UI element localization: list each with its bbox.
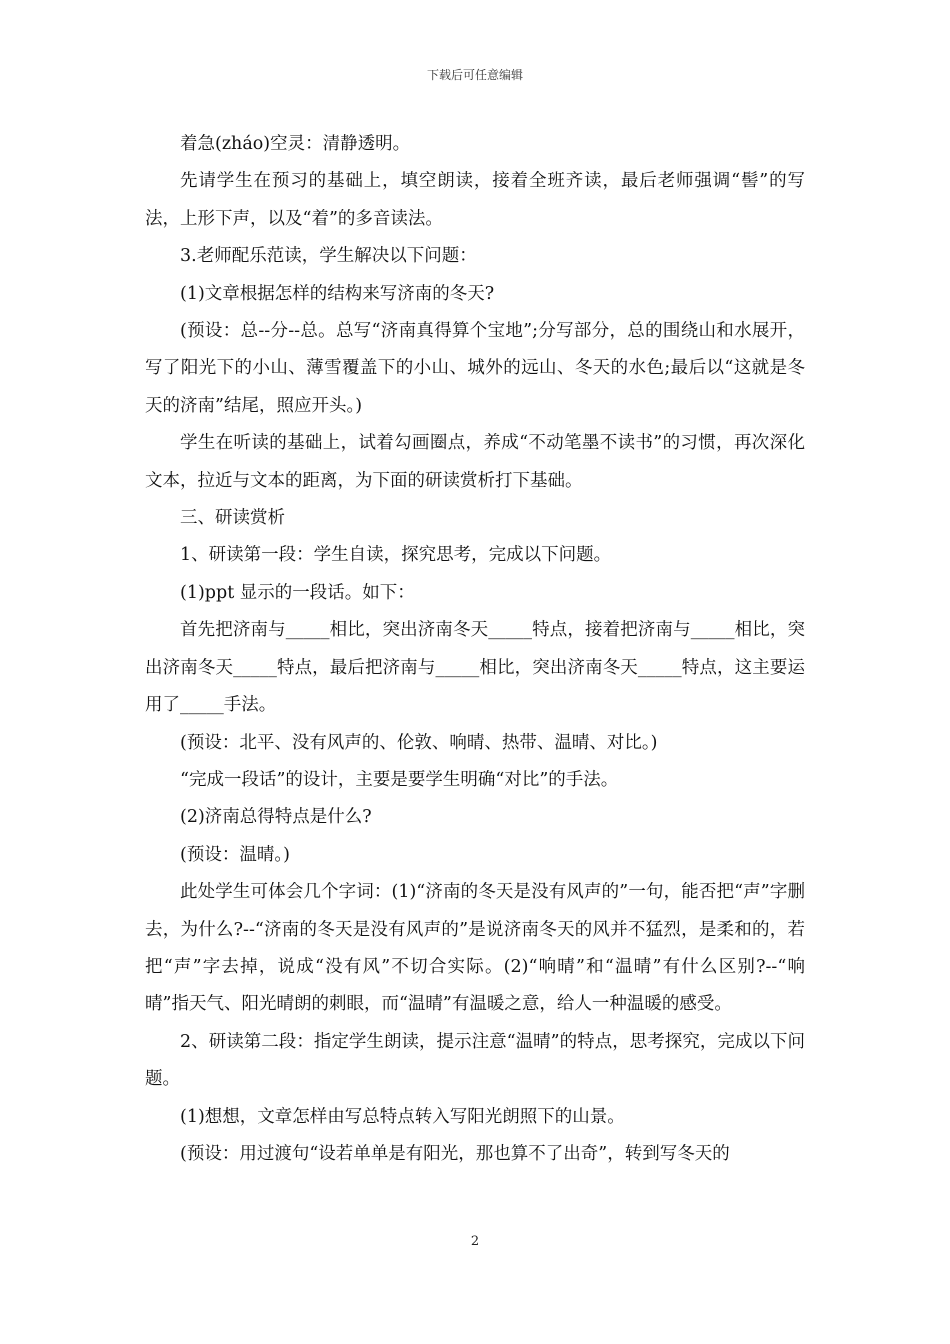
- paragraph-vocab-note: 着急(zháo)空灵：清静透明。: [180, 134, 411, 154]
- paragraph-step-3: 3.老师配乐范读，学生解决以下问题：: [180, 246, 477, 267]
- paragraph-question-1: (1)文章根据怎样的结构来写济南的冬天?: [180, 283, 495, 304]
- paragraph-fill-blank: 首先把济南与_____相比，突出济南冬天_____特点，接着把济南与_____相比，突出济南冬天_____特点，最后把济南与_____相比，突出济南冬天_____特点，这主要运用了_____手法。: [145, 620, 805, 716]
- paragraph-listening: 学生在听读的基础上，试着勾画圈点，养成“不动笔墨不读书”的习惯，再次深化文本，拉近与文本的距离，为下面的研读赏析打下基础。: [145, 433, 805, 491]
- paragraph-question-2: (2)济南总得特点是什么?: [180, 807, 372, 828]
- paragraph-design-note: “完成一段话”的设计，主要是要学生明确“对比”的手法。: [180, 769, 619, 790]
- paragraph-preset-answers: (预设：北平、没有风声的、伦敦、响晴、热带、温晴、对比。): [180, 732, 658, 753]
- paragraph-preset-structure: (预设：总--分--总。总写“济南真得算个宝地”;分写部分，总的围绕山和水展开，写了阳光下的小山、薄雪覆盖下的小山、城外的远山、冬天的水色;最后以“这就是冬天的济南”结尾，照应开头。): [145, 321, 805, 416]
- paragraph-preset-warm: (预设：温晴。): [180, 844, 290, 865]
- paragraph-study-second: 2、研读第二段：指定学生朗读，提示注意“温晴”的特点，思考探究，完成以下问题。: [145, 1031, 805, 1090]
- paragraph-word-study: 此处学生可体会几个字词：(1)“济南的冬天是没有风声的”一句，能否把“声”字删去，为什么?--“济南的冬天是没有风声的”是说济南冬天的风并不猛烈，是柔和的，若把“声”字去掉，说成“没有风”不切合实际。(2)“响晴”和“温晴”有什么区别?--“响晴”指天气、阳光晴朗的刺眼，而“温晴”有温暖之意，给人一种温暖的感受。: [145, 882, 805, 1015]
- paragraph-ppt: (1)ppt 显示的一段话。如下：: [180, 582, 415, 603]
- page-number: 2: [470, 1234, 480, 1249]
- document-body: [145, 126, 805, 1173]
- paragraph-preset-transition: (预设：用过渡句“设若单单是有阳光，那也算不了出奇”，转到写冬天的: [180, 1143, 730, 1164]
- paragraph-preview-reading: 先请学生在预习的基础上，填空朗读，接着全班齐读，最后老师强调“髻”的写法，上形下声，以及“着”的多音读法。: [145, 171, 805, 229]
- paragraph-transition-question: (1)想想，文章怎样由写总特点转入写阳光朗照下的山景。: [180, 1106, 625, 1127]
- page-header: 下载后可任意编辑: [426, 68, 523, 82]
- section-heading: 三、研读赏析: [180, 508, 285, 529]
- paragraph-study-first: 1、研读第一段：学生自读，探究思考，完成以下问题。: [180, 545, 612, 566]
